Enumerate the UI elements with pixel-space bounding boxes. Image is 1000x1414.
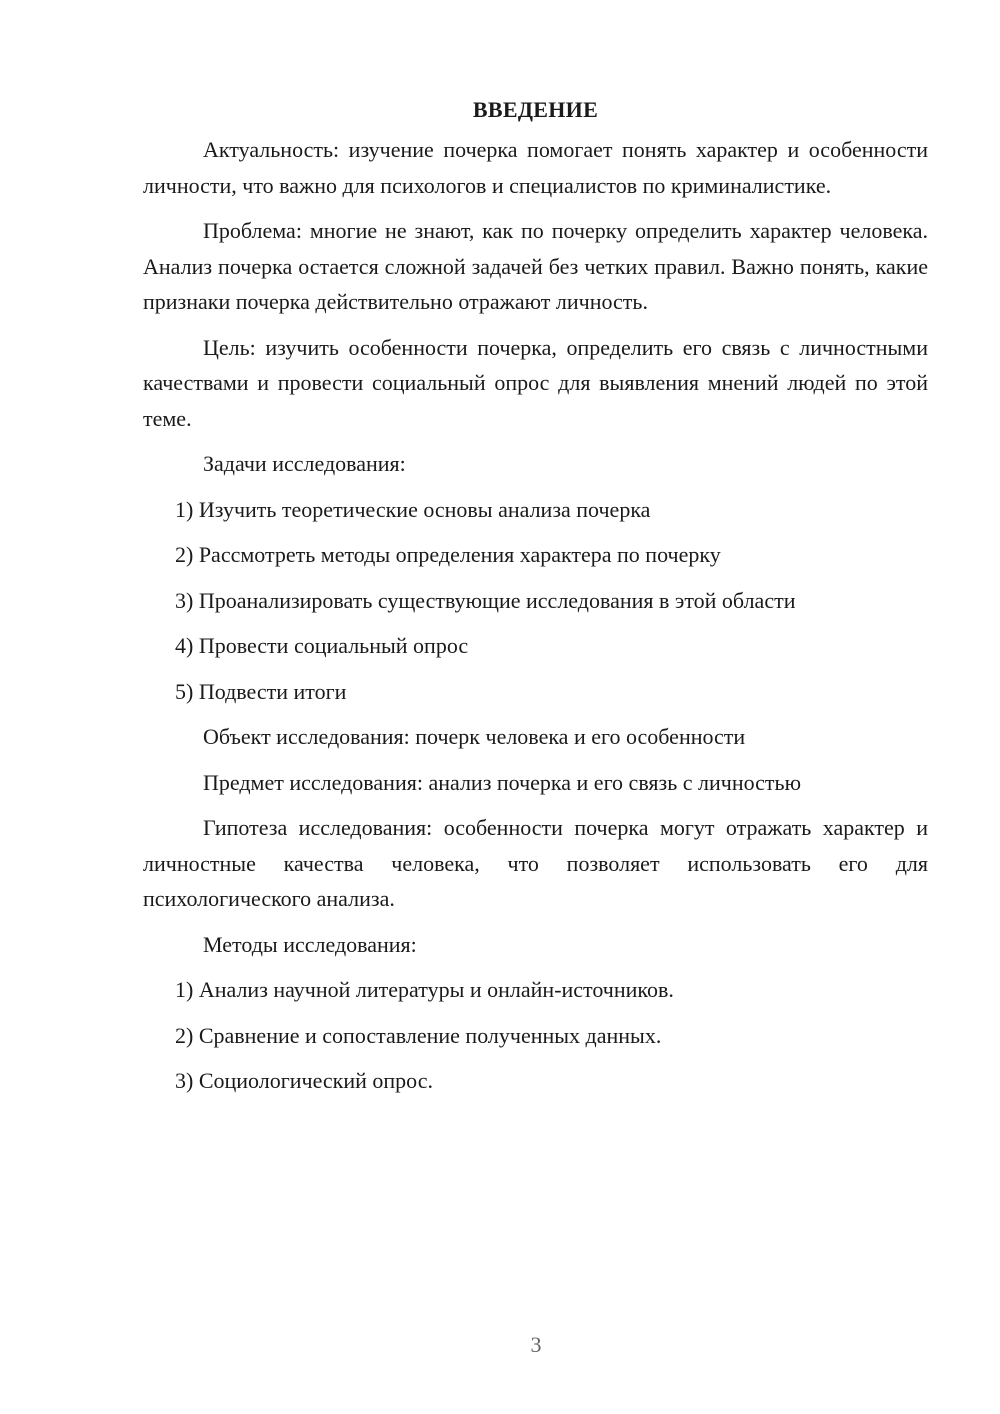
task-item: 4) Провести социальный опрос (175, 633, 469, 658)
problem-paragraph: Проблема: многие не знают, как по почерку определить характер человека. Анализ почерка остается сложной задачей без четких правил. Важно понять, какие признаки почерка действительно отражают личность. (143, 218, 928, 314)
methods-heading: Методы исследования: (203, 931, 417, 957)
task-item: 3) Проанализировать существующие исследования в этой области (175, 587, 796, 613)
method-item: 2) Сравнение и сопоставление полученных данных. (175, 1022, 662, 1048)
method-item: 1) Анализ научной литературы и онлайн-источников. (175, 977, 674, 1002)
section-title: ВВЕДЕНИЕ (472, 97, 599, 122)
task-item: 5) Подвести итоги (175, 678, 347, 704)
method-item: 3) Социологический опрос. (175, 1068, 433, 1093)
page-content (143, 92, 928, 1109)
task-item: 2) Рассмотреть методы определения характера по почерку (175, 542, 721, 567)
goal-paragraph: Цель: изучить особенности почерка, определить его связь с личностными качествами и провести социальный опрос для выявления мнений людей по этой теме. (143, 334, 928, 431)
task-item: 1) Изучить теоретические основы анализа почерка (175, 496, 651, 522)
tasks-heading: Задачи исследования: (203, 451, 406, 476)
relevance-paragraph: Актуальность: изучение почерка помогает понять характер и особенности личности, что важно для психологов и специалистов по криминалистике. (143, 137, 928, 198)
research-subject: Предмет исследования: анализ почерка и его связь с личностью (203, 769, 802, 795)
research-object: Объект исследования: почерк человека и его особенности (203, 724, 746, 749)
hypothesis-paragraph: Гипотеза исследования: особенности почерка могут отражать характер и личностные качества человека, что позволяет использовать его для психологического анализа. (143, 815, 928, 911)
page-number: 3 (530, 1332, 542, 1357)
